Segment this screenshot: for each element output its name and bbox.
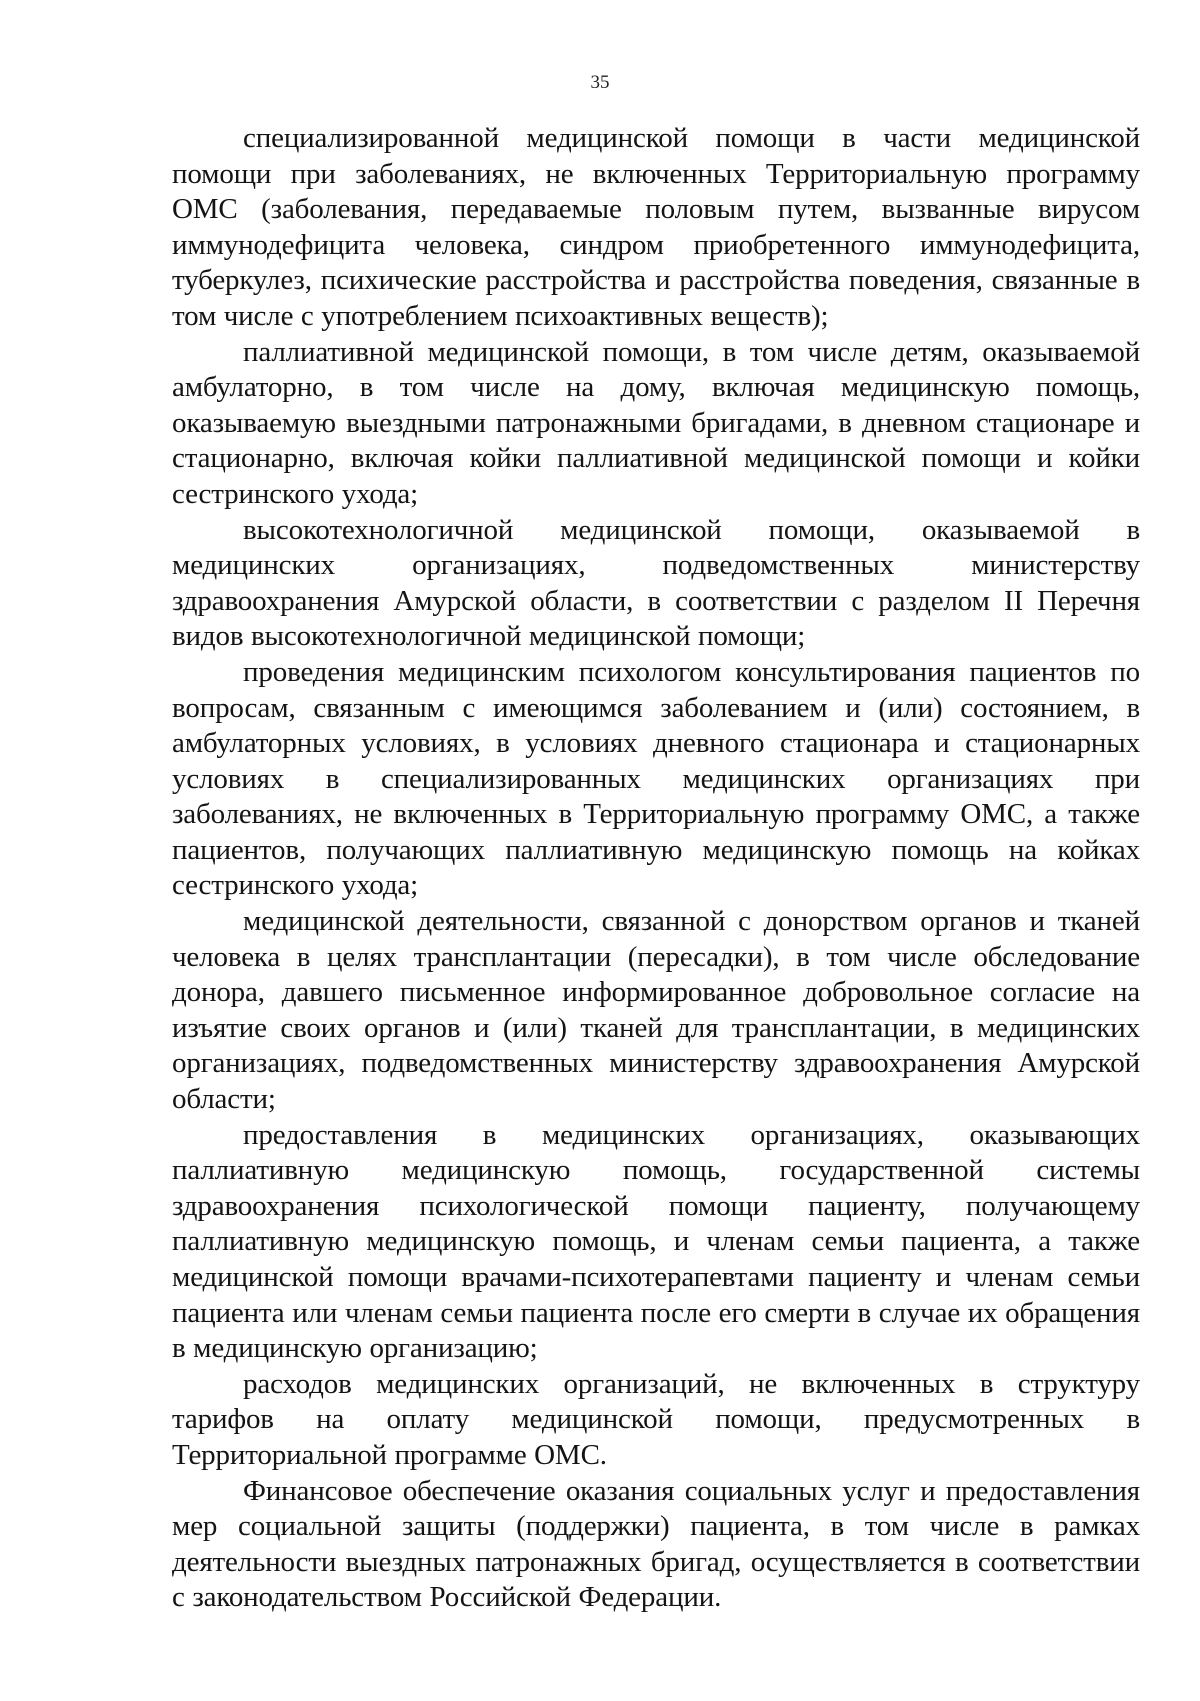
document-body (172, 121, 1140, 1616)
paragraph-high-tech-care: высокотехнологичной медицинской помощи, оказываемой в медицинских организациях, подведомственных министерству здравоохранения Амурской области, в соответствии с разделом II Перечня видов высокотехнологичной медицинской помощи; (172, 513, 1140, 653)
paragraph-organ-donation: медицинской деятельности, связанной с донорством органов и тканей человека в целях трансплантации (пересадки), в том числе обследование донора, давшего письменное информированное добровольное согласие на изъятие своих органов и (или) тканей для трансплантации, в медицинских организациях, подведомственных министерству здравоохранения Амурской области; (172, 905, 1140, 1116)
paragraph-psychological-help: предоставления в медицинских организациях, оказывающих паллиативную медицинскую помощь, государственной системы здравоохранения психологической помощи пациенту, получающему паллиативную медицинскую помощь, и членам семьи пациента, а также медицинской помощи врачами-психотерапевтами пациенту и членам семьи пациента или членам семьи пациента после его смерти в случае их обращения в медицинскую организацию; (172, 1118, 1140, 1365)
paragraph-palliative-care: паллиативной медицинской помощи, в том числе детям, оказываемой амбулаторно, в том числе на дому, включая медицинскую помощь, оказываемую выездными патронажными бригадами, в дневном стационаре и стационарно, включая койки паллиативной медицинской помощи и койки сестринского ухода; (172, 335, 1140, 510)
page-number: 35 (590, 72, 610, 93)
paragraph-specialized-care: специализированной медицинской помощи в части медицинской помощи при заболеваниях, не включенных Территориальную программу ОМС (заболевания, передаваемые половым путем, вызванные вирусом иммунодефицита человека, синдром приобретенного иммунодефицита, туберкулез, психические расстройства и расстройства поведения, связанные в том числе с употреблением психоактивных веществ); (172, 122, 1140, 332)
paragraph-psychologist-consulting: проведения медицинским психологом консультирования пациентов по вопросам, связанным с имеющимся заболеванием и (или) состоянием, в амбулаторных условиях, в условиях дневного стационара и стационарных условиях в специализированных медицинских организациях при заболеваниях, не включенных в Территориальную программу ОМС, а также пациентов, получающих паллиативную медицинскую помощь на койках сестринского ухода; (172, 655, 1140, 902)
paragraph-social-services-financing: Финансовое обеспечение оказания социальных услуг и предоставления мер социальной защиты (поддержки) пациента, в том числе в рамках деятельности выездных патронажных бригад, осуществляется в соответствии с законодательством Российской Федерации. (172, 1474, 1140, 1614)
paragraph-organization-expenses: расходов медицинских организаций, не включенных в структуру тарифов на оплату медицинской помощи, предусмотренных в Территориальной программе ОМС. (172, 1367, 1140, 1471)
